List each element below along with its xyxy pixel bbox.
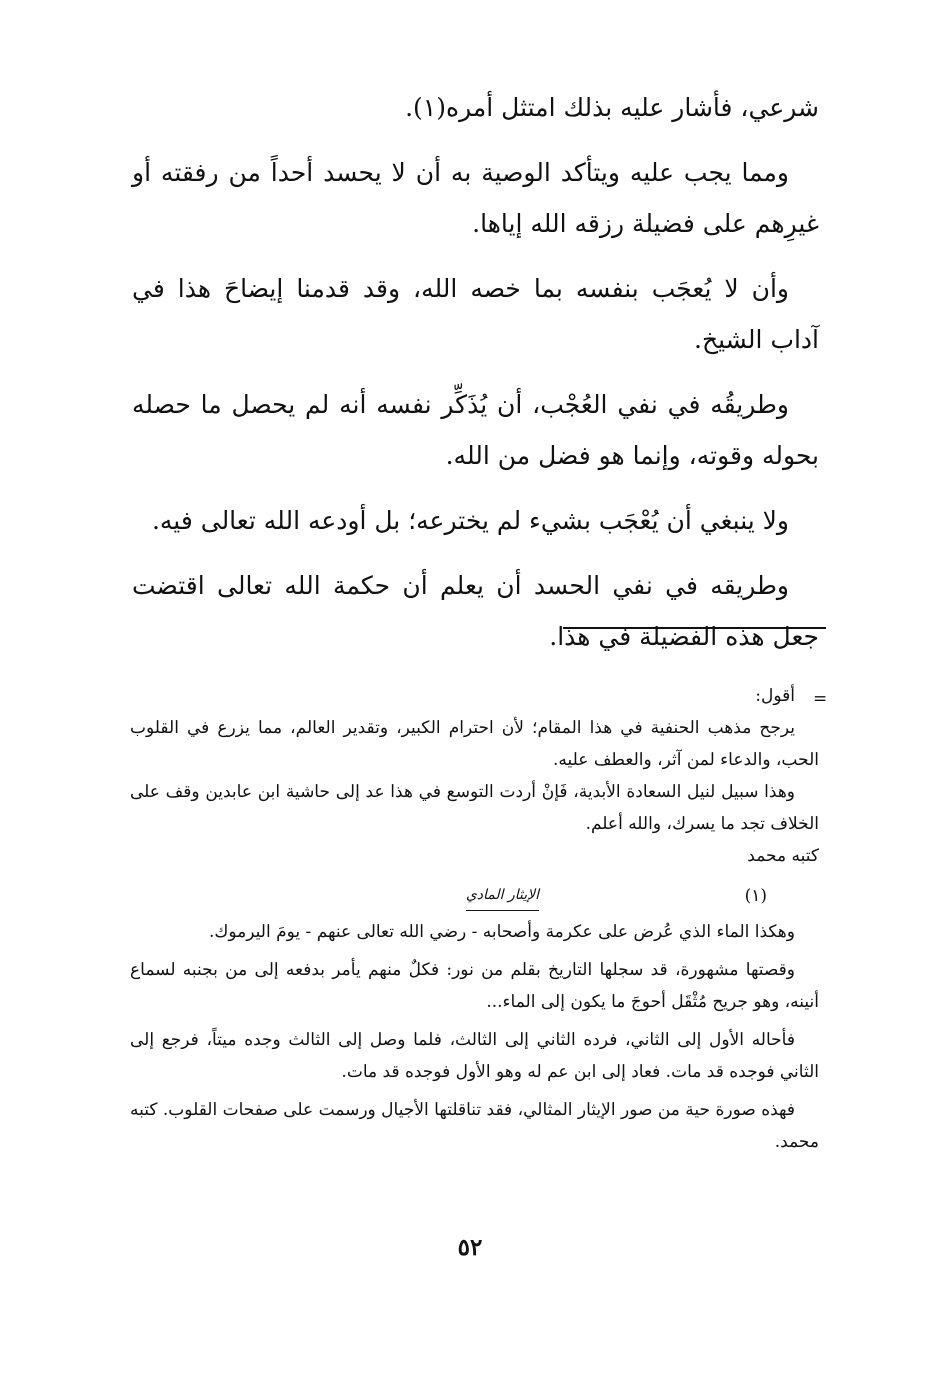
footnote-number: (١)	[744, 886, 767, 906]
main-paragraph-1: شرعي، فأشار عليه بذلك امتثل أمره(١).	[405, 93, 819, 122]
footnotes	[130, 680, 819, 1164]
footnote-1-header	[130, 880, 819, 916]
footnote-paragraph-1: يرجح مذهب الحنفية في هذا المقام؛ لأن احترام الكبير، وتقدير العالم، مما يزرع في القلوب الحب، والدعاء لمن آثر، والعطف عليه.	[130, 718, 819, 770]
footnote-signature: كتبه محمد	[747, 846, 819, 866]
main-paragraph-4: وطريقُه في نفي العُجْب، أن يُذَكِّر نفسه أنه لم يحصل ما حصله بحوله وقوته، وإنما هو فضل من الله.	[132, 390, 819, 470]
footnote-continuation-marker: =	[813, 689, 828, 709]
main-paragraph-3: وأن لا يُعجَب بنفسه بما خصه الله، وقد قدمنا إيضاحَ هذا في آداب الشيخ.	[132, 274, 819, 354]
footnote-title: الإيثار المادي	[466, 880, 539, 911]
footnote-1-paragraph-2: وقصتها مشهورة، قد سجلها التاريخ بقلم من نور: فكلٌ منهم يأمر بدفعه إلى من بجنبه لسماع أنينه، وهو جريح مُثْقَل أحوجَ ما يكون إلى الماء...	[130, 960, 819, 1012]
main-paragraph-5: ولا ينبغي أن يُعْجَب بشيء لم يخترعه؛ بل أودعه الله تعالى فيه.	[151, 506, 789, 535]
main-paragraph-2: ومما يجب عليه ويتأكد الوصية به أن لا يحسد أحداً من رفقته أو غيرِهم على فضيلة رزقه الله إياها.	[132, 158, 819, 238]
footnote-1-paragraph-1: وهكذا الماء الذي عُرض على عكرمة وأصحابه - رضي الله تعالى عنهم - يومَ اليرموك.	[208, 922, 795, 942]
footnote-1-paragraph-3: فأحاله الأول إلى الثاني، فرده الثاني إلى الثالث، فلما وصل إلى الثالث وجده ميتاً، فرجع إلى الثاني فوجده قد مات. فعاد إلى ابن عم له وهو الأول فوجده قد مات.	[130, 1030, 819, 1082]
footnote-heading: أقول:	[755, 686, 795, 706]
main-paragraph-6: وطريقه في نفي الحسد أن يعلم أن حكمة الله تعالى اقتضت جعل هذه الفضيلة في هذا.	[132, 571, 819, 651]
footnote-separator	[563, 627, 826, 629]
main-text	[132, 82, 819, 676]
footnote-1-paragraph-4: فهذه صورة حية من صور الإيثار المثالي، فقد تناقلتها الأجيال ورسمت على صفحات القلوب. كتبه محمد.	[130, 1100, 819, 1152]
footnote-paragraph-2: وهذا سبيل لنيل السعادة الأبدية، فَإنْ أردت التوسع في هذا عد إلى حاشية ابن عابدين وقف على الخلاف تجد ما يسرك، والله أعلم.	[130, 782, 819, 834]
page-number: ٥٢	[457, 1234, 483, 1261]
